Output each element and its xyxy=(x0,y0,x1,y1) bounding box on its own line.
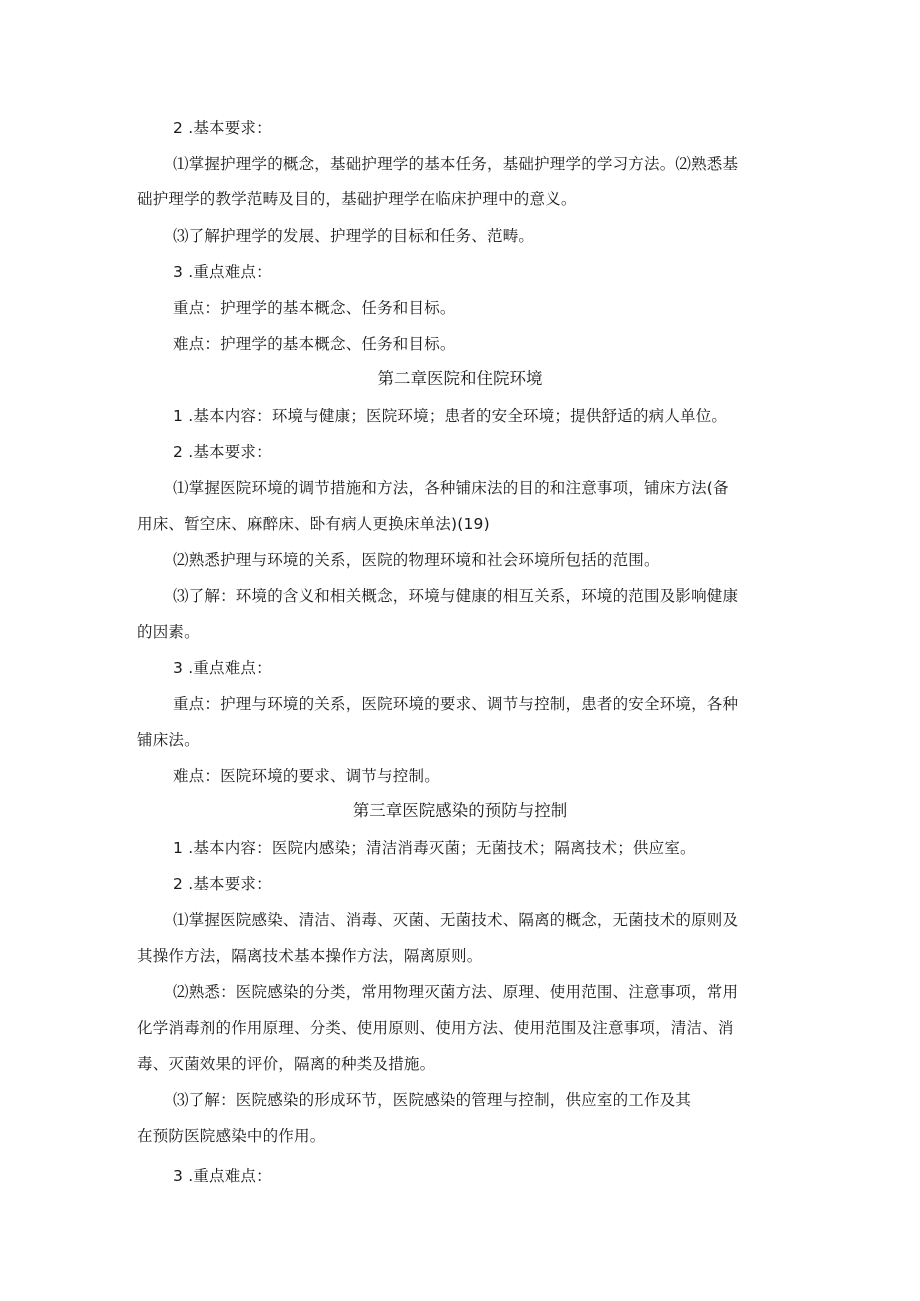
section-key-points-label: 3 .重点难点： xyxy=(173,659,272,677)
paragraph-line: 难点：护理学的基本概念、任务和目标。 xyxy=(173,335,456,353)
paragraph-line: 化学消毒剂的作用原理、分类、使用原则、使用方法、使用范围及注意事项，清洁、消 xyxy=(137,1019,734,1037)
paragraph-line: 的因素。 xyxy=(137,623,200,641)
paragraph-line: 重点：护理学的基本概念、任务和目标。 xyxy=(173,299,456,317)
paragraph-line: ⑴掌握医院环境的调节措施和方法，各种铺床法的目的和注意事项，铺床方法(备 xyxy=(173,479,729,497)
section-key-points-label: 3 .重点难点： xyxy=(173,1167,272,1185)
paragraph-line: ⑶了解：环境的含义和相关概念，环境与健康的相互关系，环境的范围及影响健康 xyxy=(173,587,739,605)
section-content-label: 1 .基本内容：医院内感染；清洁消毒灭菌；无菌技术；隔离技术；供应室。 xyxy=(173,839,696,857)
paragraph-line: ⑴掌握医院感染、清洁、消毒、灭菌、无菌技术、隔离的概念，无菌技术的原则及 xyxy=(173,911,739,929)
section-requirements-label: 2 .基本要求： xyxy=(173,119,272,137)
paragraph-line: 重点：护理与环境的关系，医院环境的要求、调节与控制，患者的安全环境，各种 xyxy=(173,695,739,713)
paragraph-line: 在预防医院感染中的作用。 xyxy=(137,1127,326,1145)
paragraph-line: 难点：医院环境的要求、调节与控制。 xyxy=(173,767,440,785)
paragraph-line: 毒、灭菌效果的评价，隔离的种类及措施。 xyxy=(137,1055,436,1073)
section-requirements-label: 2 .基本要求： xyxy=(173,875,272,893)
paragraph-line: ⑵熟悉：医院感染的分类，常用物理灭菌方法、原理、使用范围、注意事项，常用 xyxy=(173,983,739,1001)
paragraph-line: ⑴掌握护理学的概念，基础护理学的基本任务，基础护理学的学习方法。⑵熟悉基 xyxy=(173,155,739,173)
paragraph-line: ⑵熟悉护理与环境的关系，医院的物理环境和社会环境所包括的范围。 xyxy=(173,551,660,569)
paragraph-line: ⑶了解护理学的发展、护理学的目标和任务、范畴。 xyxy=(173,227,535,245)
paragraph-line: 铺床法。 xyxy=(137,731,200,749)
paragraph-line: 用床、暂空床、麻醉床、卧有病人更换床单法)(19) xyxy=(137,515,490,533)
section-key-points-label: 3 .重点难点： xyxy=(173,263,272,281)
chapter-3-heading: 第三章医院感染的预防与控制 xyxy=(352,801,568,820)
section-content-label: 1 .基本内容：环境与健康；医院环境；患者的安全环境；提供舒适的病人单位。 xyxy=(173,407,728,425)
paragraph-line: ⑶了解：医院感染的形成环节，医院感染的管理与控制，供应室的工作及其 xyxy=(173,1091,692,1109)
paragraph-line: 其操作方法，隔离技术基本操作方法，隔离原则。 xyxy=(137,947,483,965)
section-requirements-label: 2 .基本要求： xyxy=(173,443,272,461)
paragraph-line: 础护理学的教学范畴及目的，基础护理学在临床护理中的意义。 xyxy=(137,190,577,208)
chapter-2-heading: 第二章医院和住院环境 xyxy=(377,369,543,388)
